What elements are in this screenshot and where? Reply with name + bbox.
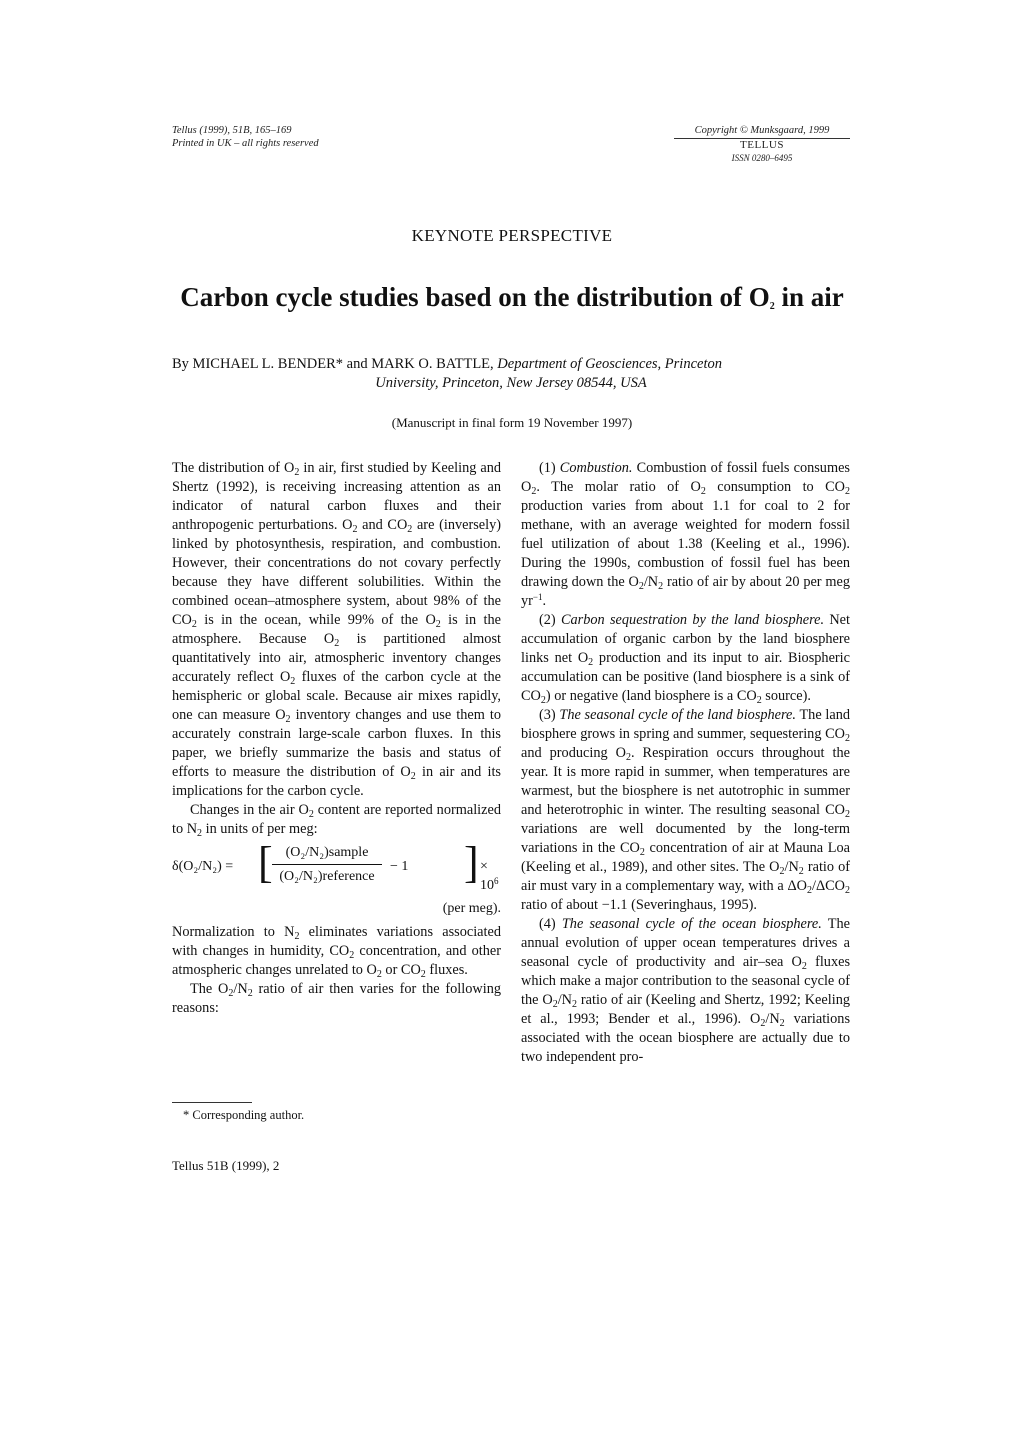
citation-line-1: Tellus (1999), 51B, 165–169 (172, 125, 292, 136)
paragraph-reasons: The $O_2/N_2$ ratio of air then varies for the following reasons: (172, 981, 501, 1016)
title-end: in air (774, 282, 844, 312)
reason-2-land-sequestration: (2) Carbon sequestration by the land biosphere. Net accumulation of organic carbon by the land biosphere links net $O_2$ production and its input to air. Biospheric accumulation can be positive (land biosphere is a sink of $CO_2$) or negative (land biosphere is a $CO_2$ source). (521, 612, 850, 706)
equation-times-label: × 10 (480, 859, 494, 893)
issn: ISSN 0280–6495 (731, 153, 793, 163)
copyright-line: Copyright © Munksgaard, 1999 (674, 124, 850, 139)
equation-minus-one: − 1 (390, 859, 409, 874)
author-names: By MICHAEL L. BENDER* and MARK O. BATTLE, (172, 356, 494, 372)
paragraph-normalization: Normalization to $N_2$ eliminates variations associated with changes in humidity, $CO_2$ concentration, and other atmospheric changes unrelated to $O_2$ or $CO_2$ fluxes. (172, 924, 501, 980)
equation-delta (172, 838, 501, 923)
reason-3-seasonal-land: (3) The seasonal cycle of the land biosphere. The land biosphere grows in spring and summer, sequestering $CO_2$ and producing $O_2$. Respiration occurs throughout the year. It is more rapid in summer, when temperatures are warmest, but the biosphere is net autotrophic in summer and heterotrophic in winter. The resulting seasonal $CO_2$ variations are well documented by the long-term variations in the $CO_2$ concentration of air at Mauna Loa (Keeling et al., 1989), and other sites. The $O_2/N_2$ ratio of air must vary in a complementary way, with a $\Delta O_2/\Delta CO_2$ ratio of about −1.1 (Severinghaus, 1995). (521, 707, 851, 913)
manuscript-note: (Manuscript in final form 19 November 1997) (391, 415, 633, 430)
author-block (172, 355, 850, 393)
page-footer: Tellus 51B (1999), 2 (172, 1158, 280, 1173)
equation-numerator: (O₂/N₂)sample (285, 845, 369, 860)
right-bracket: ] (464, 838, 479, 887)
affiliation-line-2: University, Princeton, New Jersey 08544, USA (375, 375, 647, 391)
copyright-block (674, 124, 850, 165)
paper-title (0, 282, 1024, 313)
right-column (521, 459, 850, 1067)
citation-header (172, 124, 319, 150)
title-main: Carbon cycle studies based on the distribution of O (180, 282, 770, 312)
left-column (172, 459, 501, 1018)
section-label: KEYNOTE PERSPECTIVE (411, 226, 613, 245)
footnote-rule (172, 1102, 252, 1103)
equation-exponent: 6 (494, 876, 499, 886)
equation-times (480, 857, 501, 895)
journal-name: TELLUS (740, 139, 784, 151)
reason-1-combustion: (1) Combustion. Combustion of fossil fuels consumes $O_2$. The molar ratio of $O_2$ consumption to $CO_2$ production varies from about 1.1 for coal to 2 for methane, with an average weighted for modern fossil fuel utilization of about 1.38 (Keeling et al., 1996). During the 1990s, combustion of fossil fuel has been drawing down the $O_2/N_2$ ratio of air by about 20 per meg $yr^{-1}$. (521, 460, 850, 609)
equation-lhs: δ(O₂/N₂) = (172, 859, 234, 874)
citation-line-2: Printed in UK – all rights reserved (172, 138, 319, 149)
reason-4-seasonal-ocean: (4) The seasonal cycle of the ocean biosphere. The annual evolution of upper ocean temperatures drives a seasonal cycle of productivity and air–sea $O_2$ fluxes which make a major contribution to the seasonal cycle of the $O_2/N_2$ ratio of air (Keeling and Shertz, 1992; Keeling et al., 1993; Bender et al., 1996). $O_2/N_2$ variations associated with the ocean biosphere are actually due to two independent pro- (521, 916, 851, 1065)
footnote: * Corresponding author. (183, 1108, 305, 1122)
title-subscript: 2 (769, 301, 775, 312)
paragraph-units: Changes in the air $O_2$ content are reported normalized to $N_2$ in units of per meg: (172, 802, 501, 839)
equation-units: (per meg). (442, 901, 501, 916)
equation-denominator: (O₂/N₂)reference (279, 869, 375, 884)
fraction-bar (272, 864, 382, 865)
abstract-paragraph: The distribution of $O_2$ in air, first studied by Keeling and Shertz (1992), is receiving increasing attention as an indicator of natural carbon fluxes and their anthropogenic perturbations. $O_2$ and $CO_2$ are (inversely) linked by photosynthesis, respiration, and combustion. However, their concentrations do not covary perfectly because they have different solubilities. Within the combined ocean–atmosphere system, about 98% of the $CO_2$ is in the ocean, while 99% of the $O_2$ is in the atmosphere. Because $O_2$ is partitioned almost quantitatively into air, atmospheric inventory changes accurately reflect $O_2$ fluxes of the carbon cycle at the hemispheric or global scale. Because air mixes rapidly, one can measure $O_2$ inventory changes and use them to accurately constrain large-scale carbon fluxes. In this paper, we briefly summarize the basis and status of efforts to measure the distribution of $O_2$ in air and its implications for the carbon cycle. (172, 460, 502, 799)
left-bracket: [ (258, 838, 273, 887)
affiliation-line-1: Department of Geosciences, Princeton (497, 356, 722, 372)
